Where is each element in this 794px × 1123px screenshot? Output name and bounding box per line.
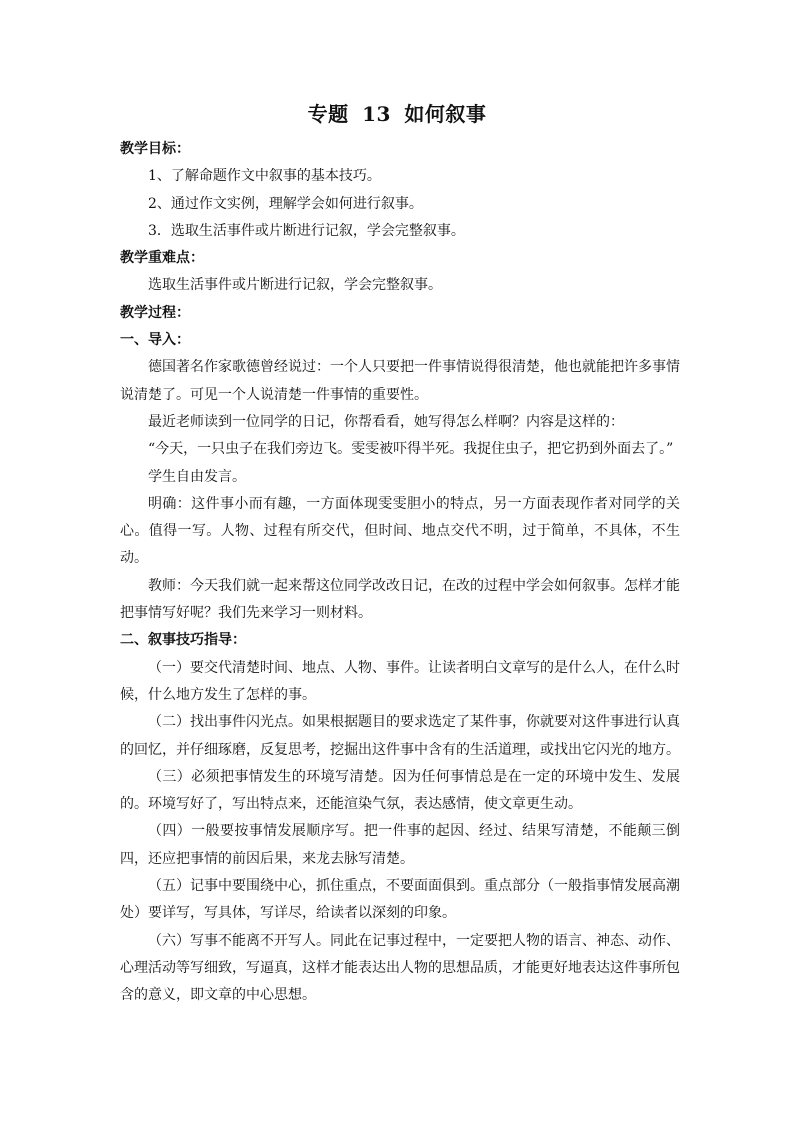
process-heading: 教学过程： (120, 304, 190, 321)
skill-item: （四）一般要按事情发展顺序写。把一件事的起因、经过、结果写清楚，不能颠三倒四，还应把事情的前因后果，来龙去脉写清楚。 (120, 823, 680, 867)
intro-paragraph: 学生自由发言。 (148, 468, 246, 485)
page-title: 专题 13 如何叙事 (307, 102, 487, 126)
skill-item: （五）记事中要围绕中心，抓住重点，不要面面俱到。重点部分（一般指事情发展高潮处）要详写，写具体，写详尽，给读者以深刻的印象。 (120, 878, 680, 922)
goal-item: 1、了解命题作文中叙事的基本技巧。 (148, 168, 381, 185)
key-difficulty-text: 选取生活事件或片断进行记叙，学会完整叙事。 (148, 277, 442, 294)
skill-item: （一）要交代清楚时间、地点、人物、事件。让读者明白文章写的是什么人，在什么时候，什么地方发生了怎样的事。 (120, 659, 680, 703)
skill-item: （六）写事不能离不开写人。同此在记事过程中，一定要把人物的语言、神态、动作、心理活动等写细致，写逼真，这样才能表达出人物的思想品质，才能更好地表达这件事所包含的意义，即文章的中心思想。 (120, 932, 680, 1004)
intro-paragraph: 明确：这件事小而有趣，一方面体现雯雯胆小的特点，另一方面表现作者对同学的关心。值得一写。人物、过程有所交代，但时间、地点交代不明，过于简单，不具体，不生动。 (120, 495, 680, 567)
intro-paragraph: 最近老师读到一位同学的日记，你帮看看，她写得怎么样啊？内容是这样的： (148, 413, 624, 430)
skill-item: （三）必须把事情发生的环境写清楚。因为任何事情总是在一定的环境中发生、发展的。环境写好了，写出特点来，还能渲染气氛，表达感情，使文章更生动。 (120, 768, 680, 813)
intro-paragraph: 教师：今天我们就一起来帮这位同学改改日记，在改的过程中学会如何叙事。怎样才能把事情写好呢？我们先来学习一则材料。 (120, 577, 680, 622)
goals-heading: 教学目标： (120, 141, 190, 157)
intro-paragraph: 德国著名作家歌德曾经说过：一个人只要把一件事情说得很清楚，他也就能把许多事情说清楚了。可见一个人说清楚一件事情的重要性。 (120, 359, 680, 403)
diary-quote: “今天，一只虫子在我们旁边飞。雯雯被吓得半死。我捉住虫子，把它扔到外面去了。” (148, 441, 674, 458)
key-difficulty-heading: 教学重难点： (120, 250, 204, 267)
skill-item: （二）找出事件闪光点。如果根据题目的要求选定了某件事，你就要对这件事进行认真的回忆，并仔细琢磨，反复思考，挖掘出这件事中含有的生活道理，或找出它闪光的地方。 (120, 714, 680, 758)
skills-heading: 二、叙事技巧指导： (120, 632, 246, 649)
intro-heading: 一、导入： (120, 332, 190, 349)
goal-item: 3．选取生活事件或片断进行记叙，学会完整叙事。 (148, 222, 465, 239)
goal-item: 2、通过作文实例，理解学会如何进行叙事。 (148, 195, 423, 212)
document-body (120, 136, 680, 1010)
